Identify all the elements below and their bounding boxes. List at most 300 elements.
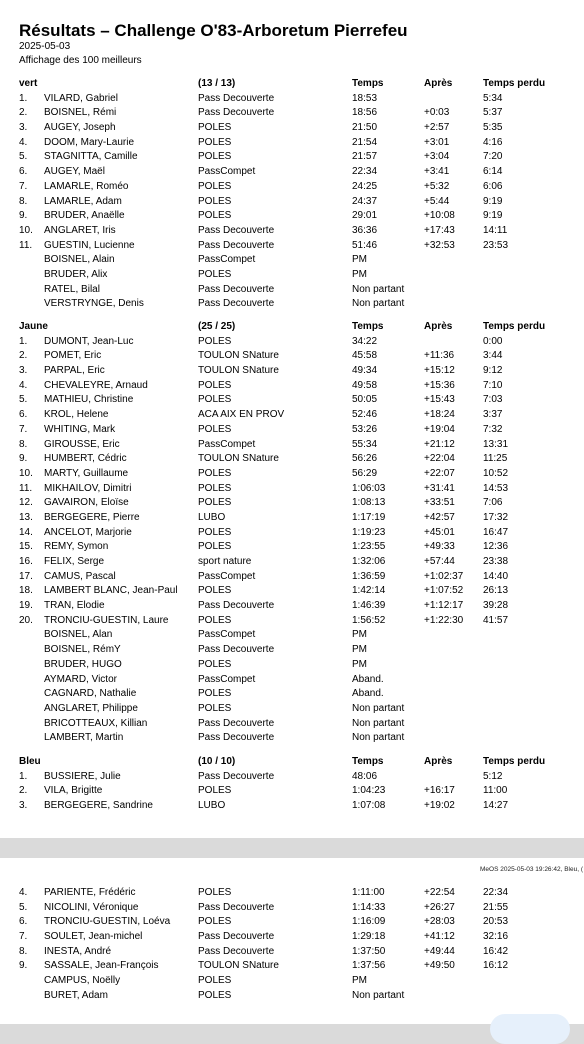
result-row: [0, 253, 584, 268]
rank-cell: 3.: [19, 800, 28, 812]
name-cell: BRUDER, Alix: [44, 268, 108, 280]
lost-cell: 26:13: [483, 585, 509, 597]
result-row: [0, 731, 584, 746]
time-cell: PM: [352, 658, 367, 670]
club-cell: POLES: [198, 122, 232, 134]
after-cell: +31:41: [424, 482, 455, 494]
time-cell: PM: [352, 268, 367, 280]
time-cell: 21:54: [352, 136, 378, 148]
lost-cell: 14:40: [483, 570, 509, 582]
time-cell: 1:56:52: [352, 614, 386, 626]
club-cell: Pass Decouverte: [198, 770, 275, 782]
rank-cell: 11.: [19, 239, 33, 251]
name-cell: LAMBERT BLANC, Jean-Paul: [44, 585, 178, 597]
club-cell: ACA AIX EN PROV: [198, 409, 285, 421]
lost-cell: 7:20: [483, 151, 503, 163]
lost-cell: 16:42: [483, 945, 509, 957]
name-cell: BOISNEL, RémY: [44, 644, 121, 656]
result-row: [0, 349, 584, 364]
club-cell: POLES: [198, 423, 232, 435]
after-cell: +15:43: [424, 394, 455, 406]
lost-cell: 23:38: [483, 556, 509, 567]
name-cell: BERGEGERE, Sandrine: [44, 800, 153, 812]
after-cell: +3:01: [424, 136, 450, 148]
time-cell: 1:11:00: [352, 887, 385, 898]
time-cell: 36:36: [352, 224, 378, 236]
result-row: [0, 628, 584, 643]
result-row: [0, 165, 584, 180]
lost-cell: 14:53: [483, 482, 509, 494]
club-cell: TOULON SNature: [198, 453, 279, 465]
name-cell: TRONCIU-GUESTIN, Loéva: [44, 916, 171, 928]
name-cell: SOULET, Jean-michel: [44, 931, 143, 943]
rank-cell: 18.: [19, 585, 33, 597]
lost-cell: 11:25: [483, 453, 508, 465]
result-row: [0, 195, 584, 210]
after-cell: +32:53: [424, 239, 455, 251]
rank-cell: 8.: [19, 438, 28, 450]
lost-cell: 5:37: [483, 107, 503, 119]
lost-cell: 3:37: [483, 409, 503, 421]
col-header-time: Temps: [352, 78, 384, 89]
name-cell: DUMONT, Jean-Luc: [44, 335, 134, 347]
lost-cell: 7:10: [483, 379, 503, 391]
name-cell: REMY, Symon: [44, 541, 109, 553]
section-name: vert: [19, 78, 38, 89]
club-cell: POLES: [198, 467, 232, 479]
lost-cell: 10:52: [483, 467, 509, 479]
name-cell: RATEL, Bilal: [44, 283, 100, 295]
rank-cell: 6.: [19, 916, 28, 928]
club-cell: POLES: [198, 585, 232, 597]
result-row: [0, 570, 584, 585]
time-cell: PM: [352, 644, 367, 656]
after-cell: +21:12: [424, 438, 455, 450]
club-cell: Pass Decouverte: [198, 732, 275, 744]
name-cell: SASSALE, Jean-François: [44, 960, 159, 972]
club-cell: Pass Decouverte: [198, 92, 275, 104]
name-cell: BRUDER, Anaëlle: [44, 210, 125, 222]
club-cell: POLES: [198, 180, 232, 192]
name-cell: INESTA, André: [44, 945, 112, 957]
name-cell: PARPAL, Eric: [44, 365, 105, 377]
club-cell: POLES: [198, 195, 232, 207]
club-cell: Pass Decouverte: [198, 945, 275, 957]
lost-cell: 7:03: [483, 394, 503, 406]
name-cell: HUMBERT, Cédric: [44, 453, 127, 465]
time-cell: 18:53: [352, 92, 378, 104]
section-vert: [0, 77, 584, 312]
after-cell: +41:12: [424, 931, 455, 943]
event-date: 2025-05-03: [19, 41, 71, 52]
rank-cell: 14.: [19, 526, 33, 538]
club-cell: POLES: [198, 497, 232, 509]
time-cell: Non partant: [352, 989, 405, 1001]
result-row: [0, 467, 584, 482]
club-cell: POLES: [198, 658, 232, 670]
after-cell: +49:33: [424, 541, 455, 553]
club-cell: Pass Decouverte: [198, 298, 275, 310]
time-cell: 1:16:09: [352, 916, 386, 928]
club-cell: Pass Decouverte: [198, 283, 275, 295]
name-cell: ANGLARET, Philippe: [44, 702, 138, 714]
lost-cell: 5:34: [483, 92, 503, 104]
club-cell: Pass Decouverte: [198, 931, 275, 943]
page-subtitle: Affichage des 100 meilleurs: [19, 55, 142, 66]
time-cell: Aband.: [352, 688, 384, 700]
col-header-after: Après: [424, 756, 453, 767]
time-cell: 1:29:18: [352, 931, 386, 943]
club-cell: PassCompet: [198, 570, 256, 582]
result-row: [0, 408, 584, 423]
rank-cell: 20.: [19, 614, 33, 626]
club-cell: POLES: [198, 379, 232, 391]
rank-cell: 3.: [19, 122, 28, 134]
rank-cell: 7.: [19, 931, 28, 943]
time-cell: Non partant: [352, 717, 405, 729]
club-cell: POLES: [198, 688, 232, 700]
rank-cell: 4.: [19, 379, 28, 391]
club-cell: POLES: [198, 887, 232, 898]
name-cell: BURET, Adam: [44, 989, 108, 1001]
name-cell: CAMUS, Pascal: [44, 570, 116, 582]
time-cell: Non partant: [352, 702, 405, 714]
after-cell: +3:04: [424, 151, 450, 163]
rank-cell: 5.: [19, 394, 28, 406]
time-cell: 53:26: [352, 423, 378, 435]
time-cell: 55:34: [352, 438, 378, 450]
col-header-after: Après: [424, 321, 453, 332]
time-cell: 1:36:59: [352, 570, 386, 582]
club-cell: Pass Decouverte: [198, 901, 275, 913]
rank-cell: 4.: [19, 887, 28, 898]
after-cell: +17:43: [424, 224, 455, 236]
lost-cell: 7:32: [483, 423, 503, 435]
name-cell: CAGNARD, Nathalie: [44, 688, 137, 700]
after-cell: +42:57: [424, 511, 455, 523]
club-cell: POLES: [198, 136, 232, 148]
club-cell: POLES: [198, 702, 232, 714]
time-cell: 24:25: [352, 180, 378, 192]
result-row: [0, 945, 584, 960]
lost-cell: 21:55: [483, 901, 509, 913]
result-row: [0, 180, 584, 195]
result-row: [0, 599, 584, 614]
name-cell: KROL, Helene: [44, 409, 109, 421]
time-cell: Non partant: [352, 732, 405, 744]
result-row: [0, 268, 584, 283]
after-cell: +22:07: [424, 467, 455, 479]
club-cell: PassCompet: [198, 166, 256, 178]
lost-cell: 16:47: [483, 526, 509, 538]
name-cell: LAMARLE, Roméo: [44, 180, 129, 192]
time-cell: PM: [352, 254, 367, 266]
lost-cell: 23:53: [483, 239, 509, 251]
name-cell: MATHIEU, Christine: [44, 394, 134, 406]
club-cell: POLES: [198, 614, 232, 626]
club-cell: Pass Decouverte: [198, 239, 275, 251]
section-bleu: [0, 755, 584, 814]
name-cell: GIROUSSE, Eric: [44, 438, 120, 450]
time-cell: 1:04:23: [352, 785, 386, 797]
result-row: [0, 799, 584, 814]
time-cell: 1:32:06: [352, 556, 386, 567]
after-cell: +33:51: [424, 497, 455, 509]
after-cell: +45:01: [424, 526, 455, 538]
rank-cell: 7.: [19, 180, 28, 192]
after-cell: +0:03: [424, 107, 450, 119]
name-cell: AUGEY, Joseph: [44, 122, 116, 134]
time-cell: 1:17:19: [352, 511, 386, 523]
result-row: [0, 438, 584, 453]
name-cell: PARIENTE, Frédéric: [44, 887, 136, 898]
after-cell: +26:27: [424, 901, 455, 913]
time-cell: 1:46:39: [352, 600, 386, 612]
time-cell: 29:01: [352, 210, 378, 222]
floating-button[interactable]: [490, 1014, 570, 1044]
result-row: [0, 482, 584, 497]
club-cell: POLES: [198, 335, 232, 347]
rank-cell: 1.: [19, 92, 28, 104]
rank-cell: 8.: [19, 195, 28, 207]
time-cell: 1:42:14: [352, 585, 386, 597]
name-cell: AUGEY, Maël: [44, 166, 105, 178]
page-title: Résultats – Challenge O'83-Arboretum Pierrefeu: [19, 21, 408, 40]
name-cell: MARTY, Guillaume: [44, 467, 129, 479]
col-header-lost: Temps perdu: [483, 756, 546, 767]
time-cell: 51:46: [352, 239, 378, 251]
result-row: [0, 673, 584, 688]
time-cell: 22:34: [352, 166, 378, 178]
result-row: [0, 643, 584, 658]
section-count: (10 / 10): [198, 756, 236, 767]
lost-cell: 13:31: [483, 438, 509, 450]
result-row: [0, 379, 584, 394]
after-cell: +3:41: [424, 166, 450, 178]
name-cell: WHITING, Mark: [44, 423, 116, 435]
club-cell: Pass Decouverte: [198, 600, 275, 612]
result-row: [0, 770, 584, 785]
club-cell: PassCompet: [198, 438, 256, 450]
result-row: [0, 224, 584, 239]
after-cell: +2:57: [424, 122, 450, 134]
col-header-after: Après: [424, 78, 453, 89]
time-cell: 56:29: [352, 467, 378, 479]
after-cell: +19:04: [424, 423, 455, 435]
name-cell: VILA, Brigitte: [44, 785, 103, 797]
name-cell: TRONCIU-GUESTIN, Laure: [44, 614, 169, 626]
after-cell: +19:02: [424, 800, 455, 812]
result-row: [0, 136, 584, 151]
result-row: [0, 784, 584, 799]
time-cell: 48:06: [352, 770, 378, 782]
time-cell: Non partant: [352, 283, 405, 295]
time-cell: 1:37:50: [352, 945, 386, 957]
after-cell: +5:44: [424, 195, 450, 207]
time-cell: Non partant: [352, 298, 405, 310]
name-cell: NICOLINI, Véronique: [44, 901, 139, 913]
result-row: [0, 423, 584, 438]
result-row: [0, 239, 584, 254]
club-cell: POLES: [198, 785, 232, 797]
result-row: [0, 555, 584, 570]
club-cell: TOULON SNature: [198, 350, 279, 362]
club-cell: Pass Decouverte: [198, 107, 275, 119]
lost-cell: 6:14: [483, 166, 503, 178]
result-row: [0, 959, 584, 974]
time-cell: 1:23:55: [352, 541, 386, 553]
club-cell: POLES: [198, 916, 232, 928]
name-cell: LAMARLE, Adam: [44, 195, 122, 207]
club-cell: sport nature: [198, 556, 252, 567]
after-cell: +18:24: [424, 409, 455, 421]
result-row: [0, 297, 584, 312]
rank-cell: 3.: [19, 365, 28, 377]
club-cell: PassCompet: [198, 673, 256, 685]
club-cell: POLES: [198, 268, 232, 280]
rank-cell: 9.: [19, 453, 28, 465]
rank-cell: 10.: [19, 224, 33, 236]
result-row: [0, 614, 584, 629]
rank-cell: 9.: [19, 210, 28, 222]
time-cell: 18:56: [352, 107, 378, 119]
club-cell: LUBO: [198, 800, 226, 812]
result-row: [0, 886, 584, 901]
time-cell: 49:58: [352, 379, 378, 391]
lost-cell: 5:35: [483, 122, 503, 134]
after-cell: +49:50: [424, 960, 455, 972]
col-header-lost: Temps perdu: [483, 78, 546, 89]
col-header-lost: Temps perdu: [483, 321, 546, 332]
result-row: [0, 121, 584, 136]
lost-cell: 9:19: [483, 210, 503, 222]
time-cell: PM: [352, 975, 367, 987]
after-cell: +28:03: [424, 916, 455, 928]
club-cell: PassCompet: [198, 254, 256, 266]
club-cell: PassCompet: [198, 629, 256, 641]
club-cell: POLES: [198, 482, 232, 494]
after-cell: +10:08: [424, 210, 455, 222]
time-cell: 1:07:08: [352, 800, 386, 812]
name-cell: BRICOTTEAUX, Killian: [44, 717, 148, 729]
lost-cell: 22:34: [483, 887, 509, 898]
section-header: [0, 320, 584, 335]
after-cell: +22:54: [424, 887, 455, 898]
result-row: [0, 702, 584, 717]
rank-cell: 16.: [19, 556, 33, 567]
col-header-time: Temps: [352, 756, 384, 767]
name-cell: BOISNEL, Alain: [44, 254, 115, 266]
rank-cell: 7.: [19, 423, 28, 435]
result-row: [0, 209, 584, 224]
rank-cell: 13.: [19, 511, 33, 523]
after-cell: +49:44: [424, 945, 455, 957]
lost-cell: 4:16: [483, 136, 503, 148]
club-cell: POLES: [198, 541, 232, 553]
time-cell: 52:46: [352, 409, 378, 421]
club-cell: POLES: [198, 989, 232, 1001]
result-row: [0, 335, 584, 350]
lost-cell: 32:16: [483, 931, 509, 943]
name-cell: STAGNITTA, Camille: [44, 151, 138, 163]
result-row: [0, 496, 584, 511]
lost-cell: 14:11: [483, 224, 508, 236]
time-cell: 1:06:03: [352, 482, 386, 494]
name-cell: ANGLARET, Iris: [44, 224, 116, 236]
time-cell: 45:58: [352, 350, 378, 362]
name-cell: VERSTRYNGE, Denis: [44, 298, 144, 310]
lost-cell: 5:12: [483, 770, 503, 782]
rank-cell: 17.: [19, 570, 33, 582]
after-cell: +16:17: [424, 785, 455, 797]
result-row: [0, 393, 584, 408]
rank-cell: 12.: [19, 497, 33, 509]
after-cell: +15:36: [424, 379, 455, 391]
after-cell: +1:12:17: [424, 600, 464, 612]
club-cell: POLES: [198, 151, 232, 163]
name-cell: BUSSIERE, Julie: [44, 770, 121, 782]
name-cell: ANCELOT, Marjorie: [44, 526, 132, 538]
section-header: [0, 77, 584, 92]
club-cell: TOULON SNature: [198, 960, 279, 972]
club-cell: Pass Decouverte: [198, 717, 275, 729]
col-header-time: Temps: [352, 321, 384, 332]
result-row: [0, 364, 584, 379]
rank-cell: 8.: [19, 945, 28, 957]
result-row: [0, 452, 584, 467]
name-cell: MIKHAILOV, Dimitri: [44, 482, 132, 494]
rank-cell: 9.: [19, 960, 28, 972]
result-row: [0, 974, 584, 989]
result-row: [0, 989, 584, 1004]
section-count: (25 / 25): [198, 321, 236, 332]
result-row: [0, 511, 584, 526]
after-cell: +1:22:30: [424, 614, 464, 626]
after-cell: +1:07:52: [424, 585, 464, 597]
section-jaune: [0, 320, 584, 746]
name-cell: CAMPUS, Noëlly: [44, 975, 121, 987]
club-cell: POLES: [198, 394, 232, 406]
time-cell: 21:50: [352, 122, 378, 134]
lost-cell: 41:57: [483, 614, 509, 626]
after-cell: +22:04: [424, 453, 455, 465]
name-cell: DOOM, Mary-Laurie: [44, 136, 135, 148]
result-row: [0, 930, 584, 945]
after-cell: +1:02:37: [424, 570, 464, 582]
section-name: Bleu: [19, 756, 41, 767]
result-row: [0, 687, 584, 702]
rank-cell: 15.: [19, 541, 33, 553]
result-row: [0, 150, 584, 165]
section-name: Jaune: [19, 321, 48, 332]
name-cell: TRAN, Elodie: [44, 600, 105, 612]
time-cell: PM: [352, 629, 367, 641]
result-row: [0, 717, 584, 732]
name-cell: VILARD, Gabriel: [44, 92, 118, 104]
club-cell: LUBO: [198, 511, 226, 523]
rank-cell: 2.: [19, 350, 28, 362]
result-row: [0, 283, 584, 298]
result-row: [0, 106, 584, 121]
name-cell: GAVAIRON, Eloïse: [44, 497, 129, 509]
lost-cell: 6:06: [483, 180, 503, 192]
club-cell: POLES: [198, 526, 232, 538]
result-row: [0, 901, 584, 916]
rank-cell: 2.: [19, 785, 28, 797]
result-row: [0, 540, 584, 555]
rank-cell: 1.: [19, 770, 28, 782]
rank-cell: 6.: [19, 166, 28, 178]
